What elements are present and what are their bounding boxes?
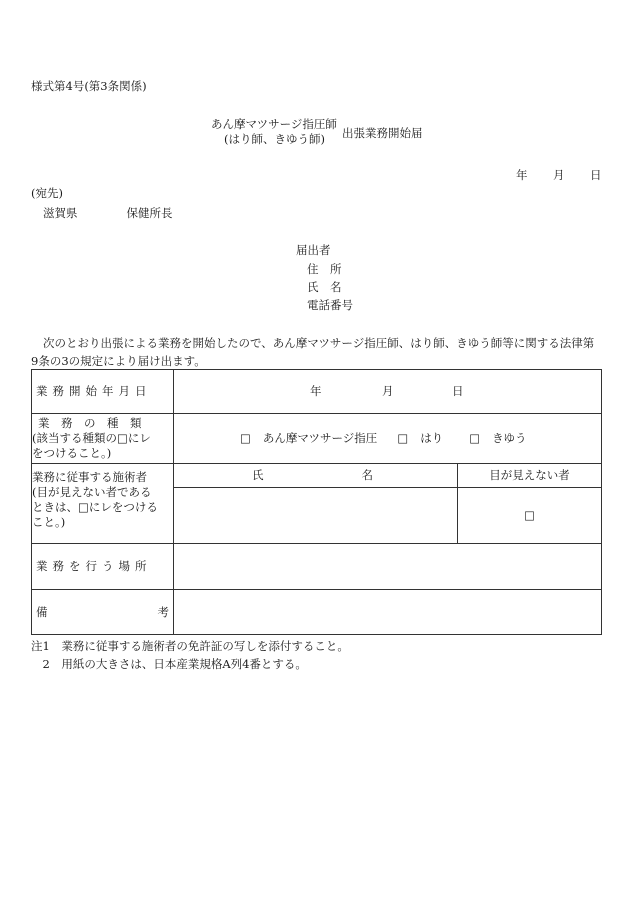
remarks-label-cell (32, 590, 174, 635)
row-practitioner-header (32, 464, 602, 488)
checkbox-kyu[interactable]: □ (469, 431, 481, 446)
location-label-cell (32, 544, 174, 590)
start-date-day: 日 (452, 384, 464, 399)
remarks-field[interactable] (174, 590, 602, 635)
blind-header (458, 464, 602, 488)
practitioner-name-header-1: 氏 (252, 468, 264, 483)
practitioner-label: 業務に従事する施術者 (32, 470, 147, 484)
business-type-options-cell (174, 414, 602, 464)
date-month-label: 月 (553, 168, 565, 182)
checkbox-anma[interactable]: □ (240, 431, 251, 446)
practitioner-name-header (174, 464, 458, 488)
addressee-label: (宛先) (31, 186, 63, 200)
note-2: 2 用紙の大きさは、日本産業規格A列4番とする。 (31, 657, 307, 671)
business-type-label-cell (32, 414, 174, 464)
note-1: 注1 業務に従事する施術者の免許証の写しを添付すること。 (31, 639, 349, 653)
date-day-label: 日 (590, 168, 602, 182)
option-hari-label: はり (420, 431, 444, 446)
practitioner-label-cell (32, 464, 174, 544)
start-date-label: 業務開始年月日 (36, 384, 152, 399)
title-line-2: (はり師、きゆう師) (224, 132, 325, 146)
business-type-note-1: (該当する種類の□にレ (32, 431, 151, 446)
remarks-label-2: 考 (157, 604, 169, 619)
start-date-label-cell (32, 370, 174, 414)
notifier-address-label: 住 所 (307, 262, 342, 276)
row-remarks (32, 590, 602, 635)
row-business-type (32, 414, 602, 464)
body-text-line-2: 9条の3の規定により届け出ます。 (31, 354, 206, 368)
checkbox-hari[interactable]: □ (397, 431, 409, 446)
business-type-note-2: をつけること。) (32, 445, 112, 460)
start-date-year: 年 (310, 384, 322, 399)
notification-table (31, 369, 602, 635)
notifier-label: 届出者 (296, 243, 331, 257)
location-field[interactable] (174, 544, 602, 590)
remarks-label-1: 備 (36, 604, 48, 619)
addressee (43, 206, 173, 220)
practitioner-name-field[interactable] (174, 488, 458, 544)
business-type-label: 業 務 の 種 類 (38, 416, 142, 431)
practitioner-name-header-2: 名 (361, 468, 373, 483)
body-text-line-1: 次のとおり出張による業務を開始したので、あん摩マツサージ指圧師、はり師、きゆう師等に関する法律第 (43, 336, 595, 350)
start-date-value-cell[interactable] (174, 370, 602, 414)
addressee-office: 保健所長 (126, 206, 173, 220)
title-suffix: 出張業務開始届 (342, 126, 423, 140)
row-business-location (32, 544, 602, 590)
row-start-date (32, 370, 602, 414)
option-kyu-label: きゆう (492, 431, 527, 446)
submission-date (516, 168, 602, 182)
notifier-name-label: 氏 名 (307, 280, 342, 294)
title-line-1: あん摩マツサージ指圧師 (211, 117, 337, 131)
option-anma-label: あん摩マツサージ指圧 (262, 431, 378, 446)
blind-header-label: 目が見えない者 (489, 468, 570, 483)
blind-checkbox-cell (458, 488, 602, 544)
form-number: 様式第4号(第3条関係) (31, 79, 147, 93)
practitioner-note-3: こと。) (32, 514, 66, 529)
date-year-label: 年 (516, 168, 528, 182)
notifier-phone-label: 電話番号 (307, 298, 353, 312)
location-label: 業務を行う場所 (36, 559, 152, 574)
addressee-prefecture: 滋賀県 (43, 206, 78, 220)
start-date-month: 月 (382, 384, 394, 399)
blind-checkbox[interactable]: □ (524, 508, 535, 523)
practitioner-note-2: ときは、□にレをつける (32, 499, 158, 514)
practitioner-note-1: (目が見えない者である (32, 484, 152, 499)
